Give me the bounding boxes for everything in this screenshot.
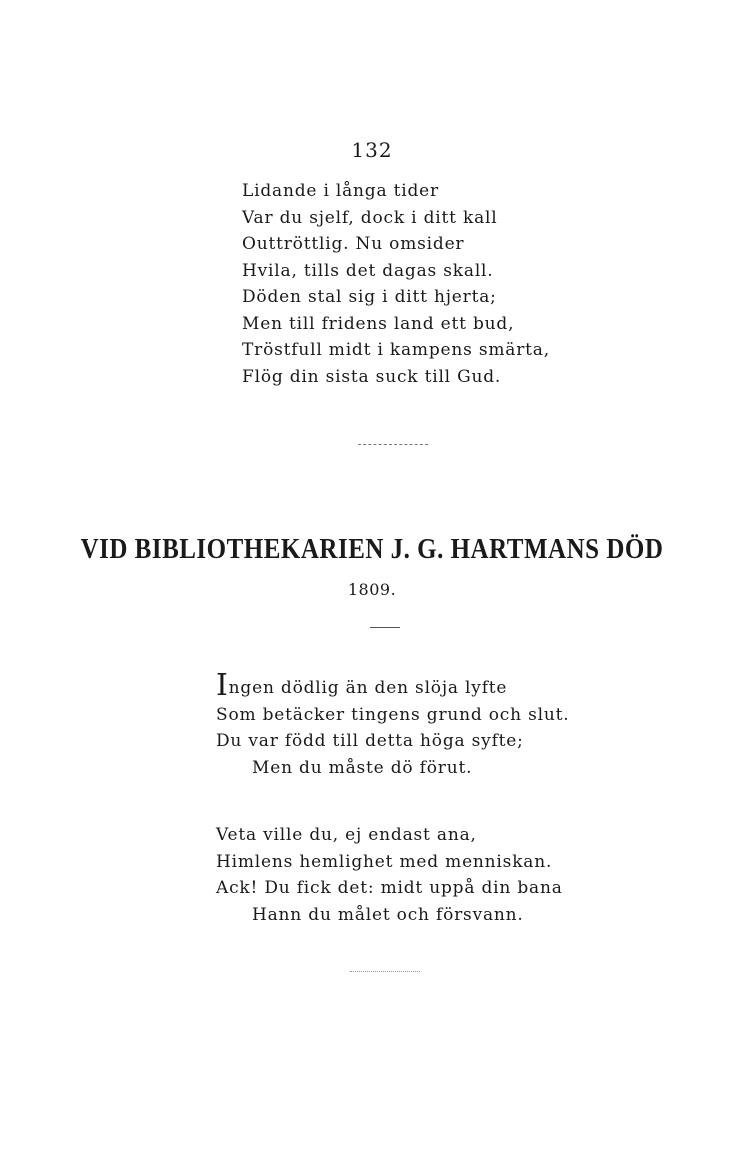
poem-line: Hvila, tills det dagas skall. bbox=[242, 260, 494, 281]
poem-line: Döden stal sig i ditt hjerta; bbox=[242, 287, 497, 307]
end-divider bbox=[350, 971, 420, 972]
drop-cap: I bbox=[216, 668, 229, 703]
second-poem-stanza-2 bbox=[216, 822, 563, 928]
poem-line: Hann du målet och försvann. bbox=[252, 904, 524, 925]
title-divider bbox=[370, 627, 400, 628]
poem-line-rest: ngen dödlig än den slöja lyfte bbox=[228, 678, 508, 698]
poem-year: 1809. bbox=[347, 580, 397, 599]
poem-line: Var du sjelf, dock i ditt kall bbox=[242, 207, 498, 228]
section-divider bbox=[358, 444, 428, 445]
poem-line: Men till fridens land ett bud, bbox=[242, 313, 515, 334]
first-poem-stanza bbox=[242, 178, 550, 390]
poem-line: Outtröttlig. Nu omsider bbox=[242, 234, 465, 254]
poem-title: VID BIBLIOTHEKARIEN J. G. HARTMANS DÖD bbox=[80, 533, 664, 565]
poem-line: Himlens hemlighet med menniskan. bbox=[216, 851, 553, 872]
poem-line: Som betäcker tingens grund och slut. bbox=[216, 704, 570, 725]
poem-line: Men du måste dö förut. bbox=[252, 757, 473, 778]
second-poem-stanza-1 bbox=[216, 668, 570, 781]
poem-line: Flög din sista suck till Gud. bbox=[242, 366, 502, 387]
poem-line: Du var född till detta höga syfte; bbox=[216, 731, 524, 751]
poem-line: Veta ville du, ej endast ana, bbox=[216, 825, 477, 845]
page-number: 132 bbox=[351, 138, 393, 162]
poem-line: Tröstfull midt i kampens smärta, bbox=[242, 340, 550, 360]
poem-line-first bbox=[216, 668, 569, 703]
poem-line: Ack! Du fick det: midt uppå din bana bbox=[216, 878, 563, 898]
poem-line: Lidande i långa tider bbox=[242, 181, 439, 201]
